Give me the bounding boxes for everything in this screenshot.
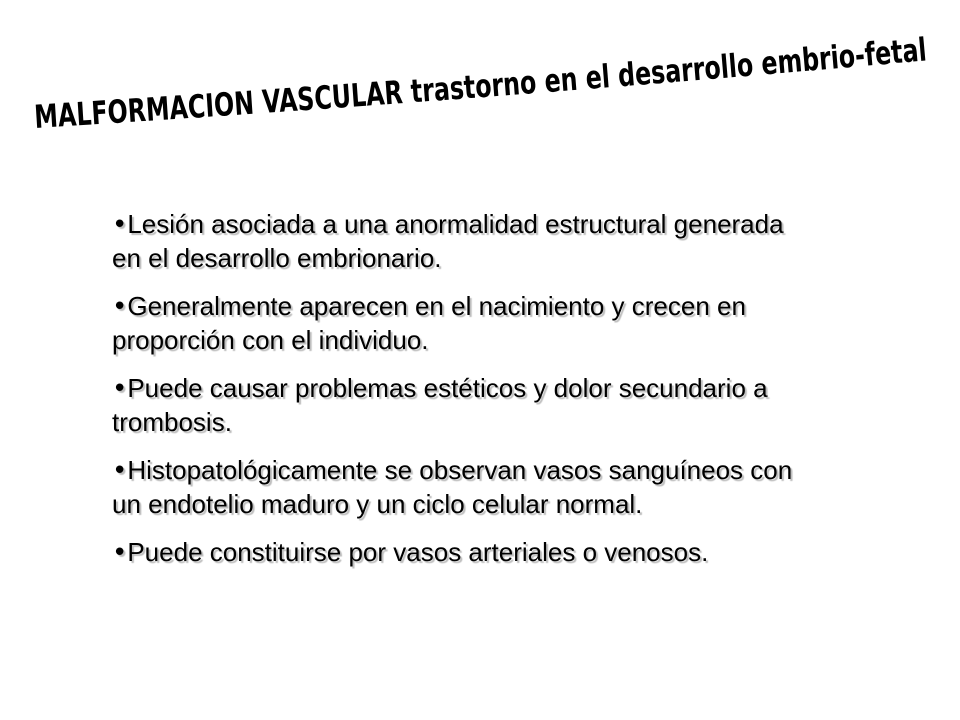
slide-title-text	[33, 30, 931, 136]
bullet-marker: •	[112, 456, 128, 486]
bullet-text: Generalmente aparecen en el nacimiento y crecen en proporción con el individuo.	[112, 291, 746, 355]
bullet-marker: •	[112, 292, 128, 322]
bullet-marker: •	[112, 538, 128, 568]
bullet-marker: •	[112, 210, 128, 240]
bullet-item	[112, 536, 812, 570]
bullet-text: Histopatológicamente se observan vasos sanguíneos con un endotelio maduro y un ciclo celular normal.	[112, 455, 793, 519]
bullet-item	[112, 372, 812, 439]
bullet-marker: •	[112, 374, 128, 404]
bullet-text: Puede causar problemas estéticos y dolor secundario a trombosis.	[112, 373, 768, 437]
bullet-text: Lesión asociada a una anormalidad estructural generada en el desarrollo embrionario.	[112, 209, 784, 273]
bullet-text: Puede constituirse por vasos arteriales o venosos.	[127, 537, 709, 567]
slide-title	[33, 30, 935, 140]
bullet-item	[112, 208, 812, 275]
bullet-item	[112, 290, 812, 357]
slide-title-graphic	[33, 30, 935, 140]
slide-title-textpath: MALFORMACION VASCULAR trastorno en el desarrollo embrio-fetal	[33, 30, 931, 136]
bullet-item	[112, 454, 812, 521]
bullet-list	[112, 208, 812, 585]
